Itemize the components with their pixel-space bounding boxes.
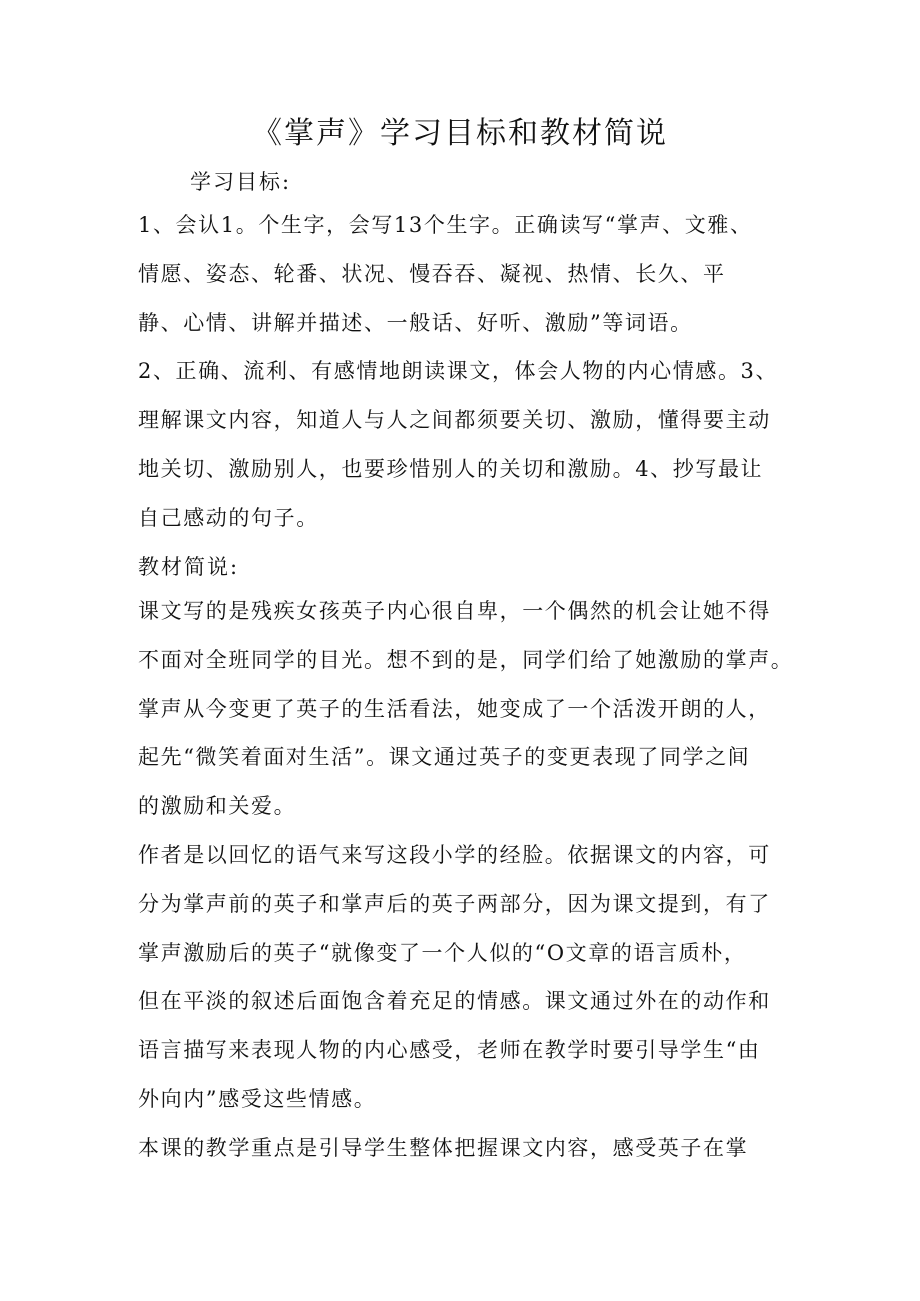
text-line: 课文写的是残疾女孩英子内心很自卑，一个偶然的机会让她不得: [138, 599, 771, 623]
document-title: 《掌声》学习目标和教材简说: [252, 116, 668, 151]
material-paragraph-2: [138, 831, 786, 1124]
text-line: 地关切、激励别人，也要珍惜别人的关切和激励。4、抄写最让: [138, 456, 764, 481]
text-line: 自己感动的句子。: [138, 505, 319, 530]
text-line: 静、心情、讲解并描述、一般话、好听、激励”等词语。: [138, 310, 693, 335]
text-line: 掌声激励后的英子“就像变了一个人似的“O文章的语言质朴，: [138, 940, 747, 965]
text-line: 1、会认1。个生字，会写13个生字。正确读写“掌声、文雅、: [138, 213, 753, 237]
text-line: 但在平淡的叙述后面饱含着充足的情感。课文通过外在的动作和: [138, 989, 771, 1014]
text-line: 外向内”感受这些情感。: [138, 1086, 377, 1111]
text-line: 情愿、姿态、轮番、状况、慢吞吞、凝视、热情、长久、平: [138, 261, 726, 286]
text-line: 分为掌声前的英子和掌声后的英子两部分，因为课文提到，有了: [138, 891, 771, 916]
text-line: 作者是以回忆的语气来写这段小学的经脸。依据课文的内容，可: [138, 843, 771, 867]
objectives-paragraph: [138, 201, 786, 543]
material-heading: 教材简说:: [138, 555, 240, 579]
text-line: 语言描写来表现人物的内心感受，老师在教学时要引导学生“由: [138, 1038, 761, 1063]
text-line: 理解课文内容，知道人与人之间都须要关切、激励，懂得要主动: [138, 408, 771, 433]
text-line: 不面对全班同学的目光。想不到的是，同学们给了她激励的掌声。: [138, 647, 794, 672]
material-paragraph-3: [138, 1124, 786, 1173]
text-line: 的激励和关爱。: [138, 794, 297, 819]
material-paragraph-1: [138, 587, 794, 831]
text-line: 本课的教学重点是引导学生整体把握课文内容，感受英子在掌: [138, 1136, 749, 1160]
text-line: 掌声从今变更了英子的生活看法，她变成了一个活泼开朗的人，: [138, 696, 771, 721]
text-line: 起先“微笑着面对生活”。课文通过英子的变更表现了同学之间: [138, 745, 751, 770]
text-line: 2、正确、流利、有感情地朗读课文，体会人物的内心情感。3、: [138, 359, 779, 384]
objectives-heading: 学习目标:: [190, 170, 292, 194]
